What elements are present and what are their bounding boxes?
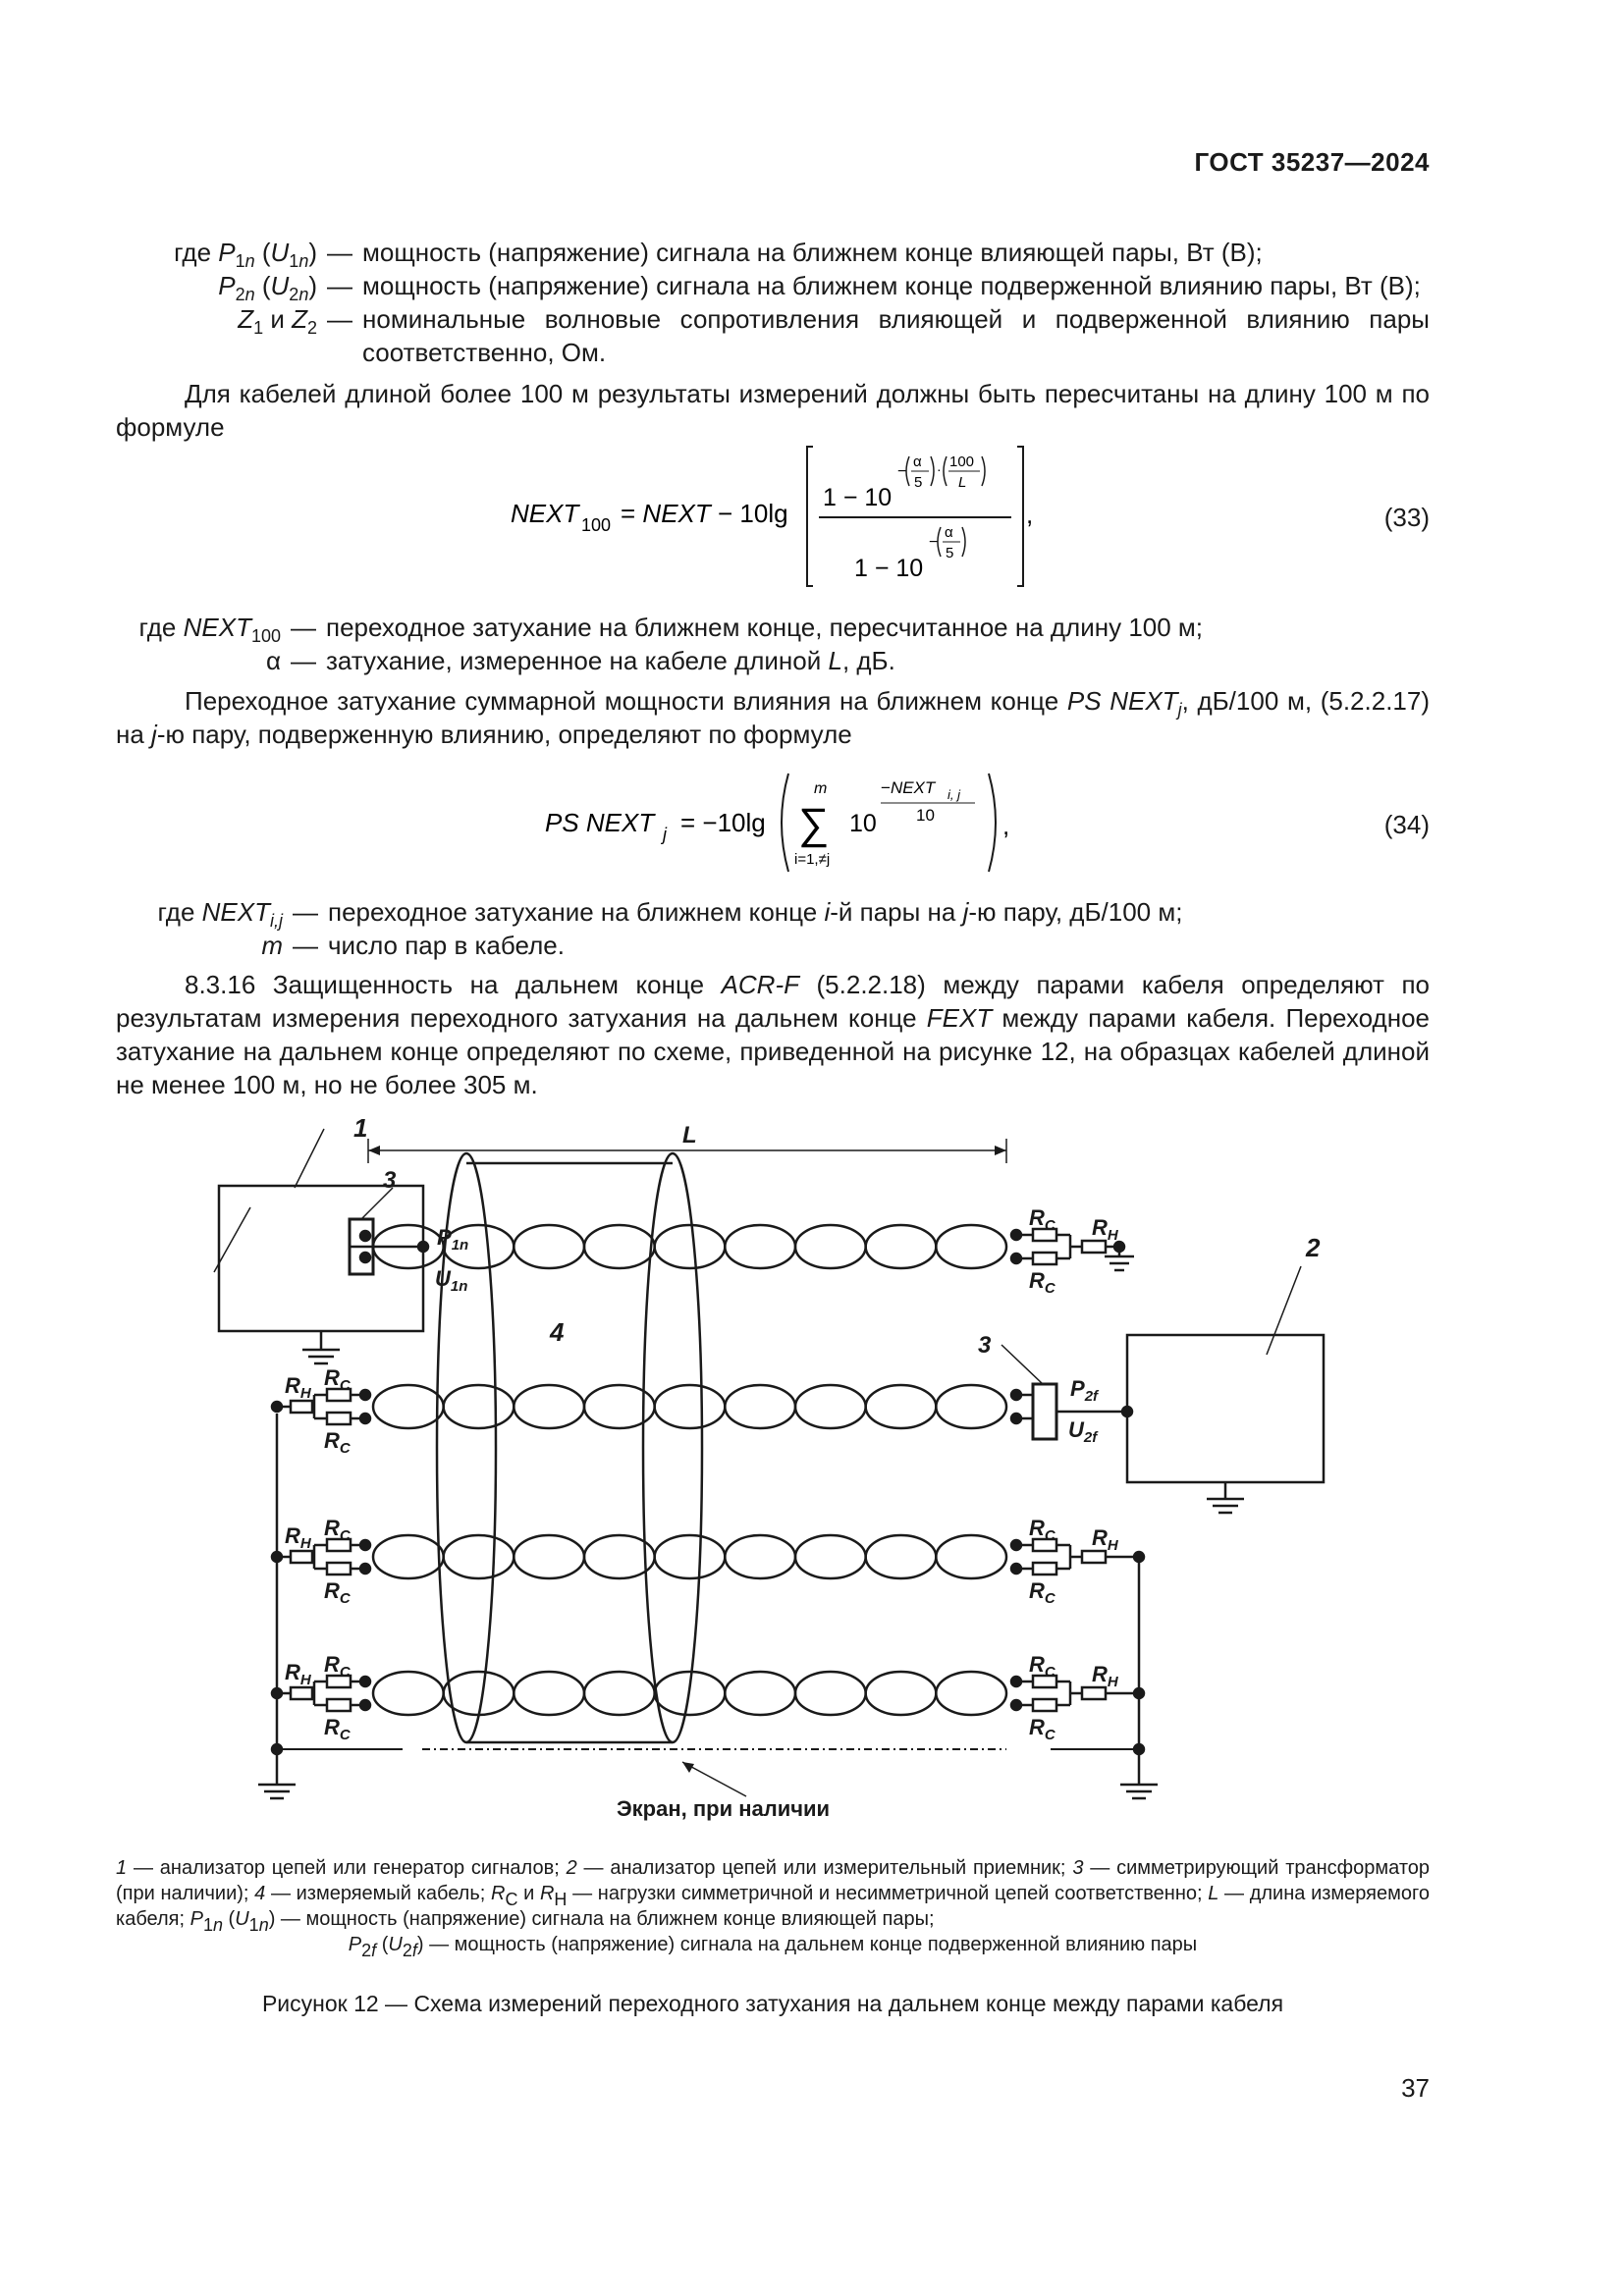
svg-text:i=1,≠j: i=1,≠j [794, 851, 831, 868]
twisted-pair-segment [936, 1535, 1006, 1578]
definition-row: где $NEXT_{i,j}$ — переходное затухание на ближнем конце i-й пары на j-ю пару, дБ/100 м; [116, 895, 1430, 929]
svg-text:α: α [913, 454, 922, 470]
twisted-pair-segment [514, 1225, 584, 1268]
formula-33 [511, 437, 1060, 594]
definition-row: где $NEXT_{100}$ — переходное затухание на ближнем конце, пересчитанное на длину 100 м; [116, 611, 1430, 644]
svg-text:100: 100 [949, 454, 975, 470]
definition-symbol: где $NEXT_{i,j}$ [157, 897, 283, 931]
svg-text:α: α [945, 524, 953, 541]
screen-label: Экран, при наличии [617, 1796, 831, 1821]
definition-symbol: α [265, 646, 281, 675]
svg-text:U2f: $U_{2f}$ [1068, 1417, 1098, 1446]
resistor-rc [1033, 1563, 1056, 1575]
definitions-block-3 [116, 895, 1430, 962]
resistor-rc [1033, 1699, 1056, 1711]
twisted-pair-segment [373, 1535, 444, 1578]
equation-number-34: (34) [1383, 810, 1430, 839]
twisted-pair-segment [725, 1225, 795, 1268]
twisted-pair-segment [866, 1672, 937, 1715]
svg-text:,: , [1002, 811, 1010, 840]
svg-text:P1n: $P_{1n}$ [437, 1225, 469, 1254]
paragraph-8-3-16: 8.3.16 Защищенность на дальнем конце ACR-F (5.2.2.18) между парами кабеля определяют по результатам измерения переходного затухания на дальнем конце FEXT между парами кабеля. Переходное затухание на дальнем конце определяют по схеме, приведенной на рисунке 12, на образцах кабелей длиной не менее 100 м, но не более 305 м. [116, 970, 1430, 1099]
svg-text:10: 10 [916, 806, 935, 825]
definition-symbol: где $P_{1n}$ $(U_{1n})$ [174, 238, 317, 271]
definition-symbol: $Z_1$ и $Z_2$ [238, 304, 317, 338]
standard-header: ГОСТ 35237—2024 [1194, 147, 1430, 177]
resistor-rc [327, 1413, 351, 1424]
twisted-pair-segment [795, 1225, 866, 1268]
twisted-pair-segment [936, 1672, 1006, 1715]
svg-text:1 − 10: 1 − 10 [823, 484, 893, 511]
label-rc: $R_C$ [324, 1652, 351, 1681]
twisted-pair-segment [795, 1535, 866, 1578]
label-rh: $R_H$ [1092, 1215, 1118, 1244]
definitions-block-2 [116, 611, 1430, 677]
label-rh: $R_H$ [1092, 1662, 1118, 1690]
svg-text:i, j: i, j [947, 787, 960, 802]
definition-symbol: где $NEXT_{100}$ [138, 613, 281, 646]
svg-text:P2f: $P_{2f}$ [1070, 1376, 1099, 1405]
svg-text:·: · [937, 461, 942, 477]
svg-text:= NEXT − 10lg: = NEXT − 10lg [621, 499, 788, 528]
label-rc: $R_C$ [324, 1516, 351, 1544]
twisted-pair-segment [866, 1535, 937, 1578]
label-rc: $R_C$ [324, 1715, 351, 1743]
svg-text:,: , [1026, 500, 1034, 529]
twisted-pair-segment [584, 1225, 655, 1268]
svg-text:j: j [663, 825, 667, 844]
definition-row: $P_{2n}$ $(U_{2n})$ — мощность (напряжение) сигнала на ближнем конце подверженной влиянию пары, Вт (В); [116, 269, 1430, 302]
twisted-pair-segment [655, 1535, 726, 1578]
svg-text:L: L [958, 474, 967, 491]
resistor-rc [327, 1699, 351, 1711]
figure-label-1: 1 [353, 1113, 368, 1143]
resistor-rc [327, 1563, 351, 1575]
label-rc: $R_C$ [1029, 1715, 1056, 1743]
definition-row: α — затухание, измеренное на кабеле длиной L, дБ. [116, 644, 1430, 677]
figure-legend: 1 — анализатор цепей или генератор сигналов; 2 — анализатор цепей или измерительный приемник; 3 — симметрирующий трансформатор (при наличии); 4 — измеряемый кабель; $R_С$ и $R_Н$ — нагрузки симметричной и несимметричной цепей соответственно; L — длина измеряемого кабеля; $P_{1n}$ $(U_{1n})$ — мощность (напряжение) сигнала на ближнем конце влияющей пары; $P_{2f}$ $(U_{2f})$ — мощность (напряжение) сигнала на дальнем конце подверженной влиянию пары [116, 1857, 1431, 1960]
page-number: 37 [1401, 2073, 1430, 2103]
svg-text:−: − [897, 463, 907, 480]
svg-text:−NEXT: −NEXT [881, 778, 936, 797]
twisted-pair-segment [725, 1535, 795, 1578]
twisted-pair-segment [725, 1672, 795, 1715]
figure-label-3-right: 3 [978, 1332, 992, 1359]
figure-label-L: L [682, 1122, 697, 1148]
svg-text:10: 10 [849, 810, 877, 837]
figure-12-diagram [187, 1109, 1394, 1836]
resistor-rh [1082, 1241, 1106, 1253]
svg-text:5: 5 [914, 474, 923, 491]
definition-row: $Z_1$ и $Z_2$ — номинальные волновые сопротивления влияющей и подверженной влиянию пары соответственно, Ом. [116, 302, 1430, 369]
twisted-pair-segment [444, 1535, 514, 1578]
definitions-block-1 [116, 236, 1430, 369]
resistor-rh [291, 1401, 312, 1413]
label-rc: $R_C$ [1029, 1578, 1056, 1607]
twisted-pair-segment [584, 1672, 655, 1715]
label-rh: $R_H$ [1092, 1525, 1118, 1554]
label-rc: $R_C$ [324, 1578, 351, 1607]
resistor-rh [291, 1687, 312, 1699]
formula-34 [545, 766, 1016, 879]
twisted-pair-segment [655, 1225, 726, 1268]
svg-text:−: − [929, 534, 939, 551]
definition-text: мощность (напряжение) сигнала на ближнем конце влияющей пары, Вт (В); [362, 238, 1263, 267]
twisted-pair-segment [725, 1385, 795, 1428]
resistor-rh [291, 1551, 312, 1563]
label-rh: $R_H$ [285, 1660, 311, 1688]
definition-row: m — число пар в кабеле. [116, 929, 1430, 962]
label-rc: $R_C$ [324, 1428, 351, 1457]
paragraph-recalc: Для кабелей длиной более 100 м результаты измерений должны быть пересчитаны на длину 100 м по формуле [116, 379, 1430, 442]
twisted-pair-segment [936, 1385, 1006, 1428]
definition-symbol: $P_{2n}$ $(U_{2n})$ [218, 271, 317, 304]
label-rc: $R_C$ [324, 1365, 351, 1394]
svg-text:m: m [814, 780, 828, 797]
label-rh: $R_H$ [285, 1373, 311, 1402]
figure-label-2: 2 [1306, 1233, 1321, 1262]
svg-text:PS NEXT: PS NEXT [545, 808, 655, 837]
definition-symbol: m [261, 931, 283, 960]
definition-text: мощность (напряжение) сигнала на ближнем конце подверженной влиянию пары, Вт (В); [362, 271, 1421, 300]
twisted-pair-segment [514, 1672, 584, 1715]
twisted-pair-segment [936, 1225, 1006, 1268]
analyzer-box-2 [1127, 1335, 1324, 1482]
label-rc: $R_C$ [1029, 1652, 1056, 1681]
svg-text:1 − 10: 1 − 10 [854, 555, 924, 582]
definition-row: где $P_{1n}$ $(U_{1n})$ — мощность (напряжение) сигнала на ближнем конце влияющей пары, Вт (В); [116, 236, 1430, 269]
twisted-pair-segment [866, 1385, 937, 1428]
label-rh: $R_H$ [285, 1523, 311, 1552]
svg-text:NEXT: NEXT [511, 499, 579, 528]
resistor-rh [1082, 1551, 1106, 1563]
equation-number-33: (33) [1383, 503, 1430, 532]
svg-text:100: 100 [581, 515, 612, 535]
paragraph-ps-next: Переходное затухание суммарной мощности влияния на ближнем конце PS $NEXT_j$, дБ/100 м, (5.2.2.17) на j-ю пару, подверженную влиянию, определяют по формуле [116, 686, 1430, 749]
svg-text:∑: ∑ [798, 800, 830, 848]
definition-text: переходное затухание на ближнем конце i-й пары на j-ю пару, дБ/100 м; [328, 897, 1183, 927]
twisted-pair-segment [373, 1672, 444, 1715]
twisted-pair-segment [795, 1672, 866, 1715]
figure-title: Рисунок 12 — Схема измерений переходного затухания на дальнем конце между парами кабеля [261, 1991, 1284, 2016]
resistor-rh [1082, 1687, 1106, 1699]
twisted-pair-segment [514, 1535, 584, 1578]
twisted-pair-segment [373, 1385, 444, 1428]
definition-text: номинальные волновые сопротивления влияющей и подверженной влиянию пары соответственно, Ом. [362, 304, 1430, 367]
figure-label-4: 4 [550, 1317, 565, 1347]
definition-text: затухание, измеренное на кабеле длиной L, дБ. [326, 646, 895, 675]
twisted-pair-segment [795, 1385, 866, 1428]
label-rc: $R_C$ [1029, 1268, 1056, 1297]
definition-text: число пар в кабеле. [328, 931, 565, 960]
twisted-pair-segment [866, 1225, 937, 1268]
svg-text:5: 5 [946, 545, 954, 561]
twisted-pair-segment [444, 1385, 514, 1428]
twisted-pair-segment [514, 1385, 584, 1428]
label-rc: $R_C$ [1029, 1205, 1056, 1234]
svg-text:U1n: $U_{1n}$ [435, 1266, 468, 1295]
figure-label-3-left: 3 [383, 1167, 397, 1194]
twisted-pair-segment [655, 1385, 726, 1428]
svg-text:= −10lg: = −10lg [680, 808, 766, 837]
resistor-rc [1033, 1253, 1056, 1264]
label-rc: $R_C$ [1029, 1516, 1056, 1544]
definition-text: переходное затухание на ближнем конце, пересчитанное на длину 100 м; [326, 613, 1204, 642]
twisted-pair-segment [444, 1672, 514, 1715]
